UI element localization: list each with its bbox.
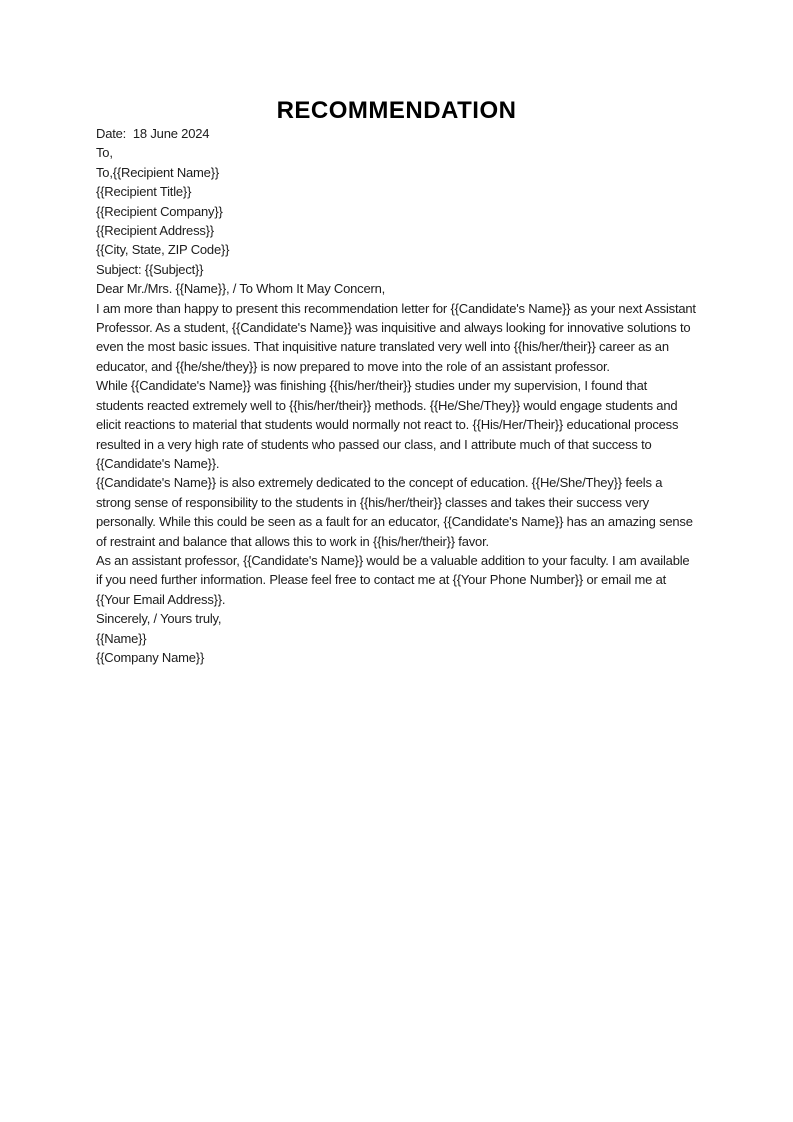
recipient-block xyxy=(96,163,697,260)
recipient-title-line: {{Recipient Title}} xyxy=(96,184,192,200)
salutation-line: Dear Mr./Mrs. {{Name}}, / To Whom It May Concern, xyxy=(96,281,386,297)
closing-line: Sincerely, / Yours truly, xyxy=(96,611,222,627)
to-line: To, xyxy=(96,145,113,161)
recipient-city-state-zip-line: {{City, State, ZIP Code}} xyxy=(96,242,230,258)
recipient-company-line: {{Recipient Company}} xyxy=(96,203,223,219)
body-paragraph-4: As an assistant professor, {{Candidate's Name}} would be a valuable addition to your faculty. I am available if you need further information. Please feel free to contact me at {{Your Phone Number}} or email me at {{Your Email Address}}. xyxy=(96,552,690,607)
recipient-name-line: To,{{Recipient Name}} xyxy=(96,164,219,180)
signature-name-line: {{Name}} xyxy=(96,630,147,646)
body-paragraph-1: I am more than happy to present this recommendation letter for {{Candidate's Name}} as your next Assistant Professor. As a student, {{Candidate's Name}} was inquisitive and always looking for innovative solutions to even the most basic issues. That inquisitive nature translated very well into {{his/her/their}} career as an educator, and {{he/she/they}} is now prepared to move into the role of an assistant professor. xyxy=(96,300,696,374)
body-paragraph-3: {{Candidate's Name}} is also extremely dedicated to the concept of education. {{He/She/They}} feels a strong sense of responsibility to the students in {{his/her/their}} classes and takes their success very personally. While this could be seen as a fault for an educator, {{Candidate's Name}} has an amazing sense of restraint and balance that allows this to work in {{his/her/their}} favor. xyxy=(96,475,693,549)
body-paragraph-2: While {{Candidate's Name}} was finishing {{his/her/their}} studies under my supervision, I found that students reacted extremely well to {{his/her/their}} methods. {{He/She/They}} would engage students and elicit reactions to material that students would normally not react to. {{His/Her/Their}} educational process resulted in a very high rate of students who passed our class, and I attribute much of that success to {{Candidate's Name}}. xyxy=(96,378,679,471)
signature-block xyxy=(96,629,697,668)
recipient-address-line: {{Recipient Address}} xyxy=(96,223,214,239)
signature-company-line: {{Company Name}} xyxy=(96,649,205,665)
date-line: Date: 18 June 2024 xyxy=(96,126,210,141)
document-title: RECOMMENDATION xyxy=(276,97,517,124)
subject-line: Subject: {{Subject}} xyxy=(96,261,204,277)
